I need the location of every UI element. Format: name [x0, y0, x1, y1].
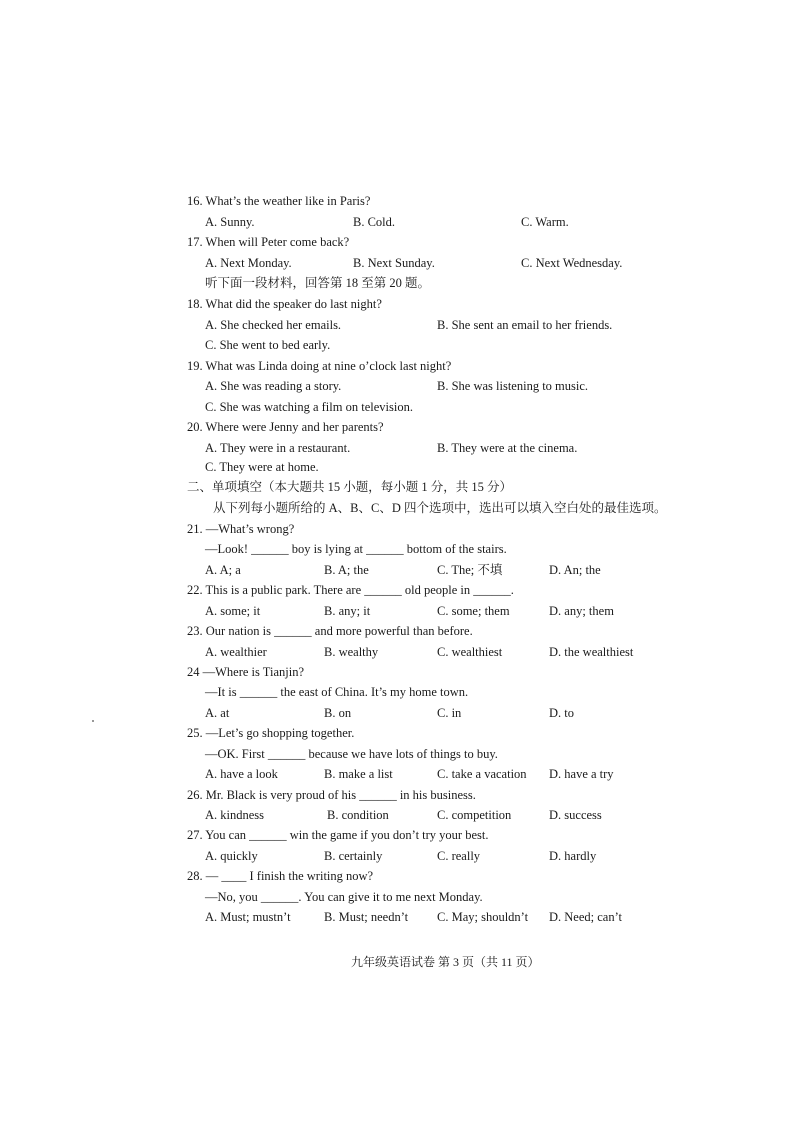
section-2-title: 二、单项填空（本大题共 15 小题，每小题 1 分，共 15 分）: [187, 480, 513, 494]
question-25-stem: 25. —Let’s go shopping together.: [187, 726, 355, 740]
question-21-option-a: A. A; a: [205, 563, 241, 577]
question-25-option-d: D. have a try: [549, 767, 614, 781]
page-footer: 九年级英语试卷 第 3 页（共 11 页）: [351, 955, 540, 969]
question-18-option-a: A. She checked her emails.: [205, 318, 342, 332]
scan-speck: [92, 720, 94, 722]
question-24-option-a: A. at: [205, 706, 230, 720]
question-26-option-a: A. kindness: [205, 808, 265, 822]
question-16-option-a: A. Sunny.: [205, 215, 255, 229]
question-25-line2: —OK. First ______ because we have lots of things to buy.: [205, 747, 498, 761]
question-27-stem: 27. You can ______ win the game if you don’t try your best.: [187, 828, 489, 842]
question-28-option-c: C. May; shouldn’t: [437, 910, 529, 924]
listening-instruction: 听下面一段材料，回答第 18 至第 20 题。: [205, 276, 431, 290]
question-20-stem: 20. Where were Jenny and her parents?: [187, 420, 384, 434]
question-24-option-c: C. in: [437, 706, 462, 720]
question-16-option-c: C. Warm.: [521, 215, 569, 229]
question-17-stem: 17. When will Peter come back?: [187, 235, 350, 249]
question-18-option-b: B. She sent an email to her friends.: [437, 318, 613, 332]
question-26-stem: 26. Mr. Black is very proud of his ______ in his business.: [187, 788, 476, 802]
question-17-option-b: B. Next Sunday.: [353, 256, 435, 270]
question-21-option-b: B. A; the: [324, 563, 369, 577]
question-22-option-c: C. some; them: [437, 604, 510, 618]
question-19-option-b: B. She was listening to music.: [437, 379, 589, 393]
question-27-option-a: A. quickly: [205, 849, 258, 863]
question-23-stem: 23. Our nation is ______ and more powerful than before.: [187, 624, 473, 638]
question-17-option-a: A. Next Monday.: [205, 256, 292, 270]
question-20-option-c: C. They were at home.: [205, 460, 319, 474]
question-21-option-c: C. The; 不填: [437, 563, 503, 577]
question-19-stem: 19. What was Linda doing at nine o’clock last night?: [187, 359, 452, 373]
question-23-option-d: D. the wealthiest: [549, 645, 634, 659]
question-22-option-b: B. any; it: [324, 604, 371, 618]
question-27-option-d: D. hardly: [549, 849, 597, 863]
question-25-option-b: B. make a list: [324, 767, 393, 781]
question-20-option-b: B. They were at the cinema.: [437, 441, 578, 455]
question-26-option-b: B. condition: [327, 808, 389, 822]
question-18-option-c: C. She went to bed early.: [205, 338, 331, 352]
question-28-option-d: D. Need; can’t: [549, 910, 623, 924]
question-27-option-b: B. certainly: [324, 849, 383, 863]
question-21-line2: —Look! ______ boy is lying at ______ bottom of the stairs.: [205, 542, 507, 556]
question-26-option-c: C. competition: [437, 808, 512, 822]
question-19-option-c: C. She was watching a film on television.: [205, 400, 413, 414]
question-16-option-b: B. Cold.: [353, 215, 396, 229]
question-24-stem: 24 —Where is Tianjin?: [187, 665, 305, 679]
question-20-option-a: A. They were in a restaurant.: [205, 441, 351, 455]
question-28-option-b: B. Must; needn’t: [324, 910, 409, 924]
question-27-option-c: C. really: [437, 849, 481, 863]
question-25-option-c: C. take a vacation: [437, 767, 527, 781]
question-24-option-b: B. on: [324, 706, 352, 720]
question-24-option-d: D. to: [549, 706, 574, 720]
question-19-option-a: A. She was reading a story.: [205, 379, 342, 393]
question-22-option-a: A. some; it: [205, 604, 261, 618]
question-22-stem: 22. This is a public park. There are ______ old people in ______.: [187, 583, 514, 597]
question-23-option-a: A. wealthier: [205, 645, 267, 659]
question-28-stem: 28. — ____ I finish the writing now?: [187, 869, 374, 883]
question-25-option-a: A. have a look: [205, 767, 278, 781]
question-28-line2: —No, you ______. You can give it to me next Monday.: [205, 890, 483, 904]
question-21-stem: 21. —What’s wrong?: [187, 522, 295, 536]
section-2-instruction: 从下列每小题所给的 A、B、C、D 四个选项中，选出可以填入空白处的最佳选项。: [213, 501, 667, 515]
question-26-option-d: D. success: [549, 808, 602, 822]
question-28-option-a: A. Must; mustn’t: [205, 910, 291, 924]
question-23-option-b: B. wealthy: [324, 645, 379, 659]
question-16-stem: 16. What’s the weather like in Paris?: [187, 194, 371, 208]
question-21-option-d: D. An; the: [549, 563, 601, 577]
question-23-option-c: C. wealthiest: [437, 645, 503, 659]
question-18-stem: 18. What did the speaker do last night?: [187, 297, 382, 311]
question-24-line2: —It is ______ the east of China. It’s my home town.: [205, 685, 469, 699]
question-22-option-d: D. any; them: [549, 604, 614, 618]
question-17-option-c: C. Next Wednesday.: [521, 256, 623, 270]
